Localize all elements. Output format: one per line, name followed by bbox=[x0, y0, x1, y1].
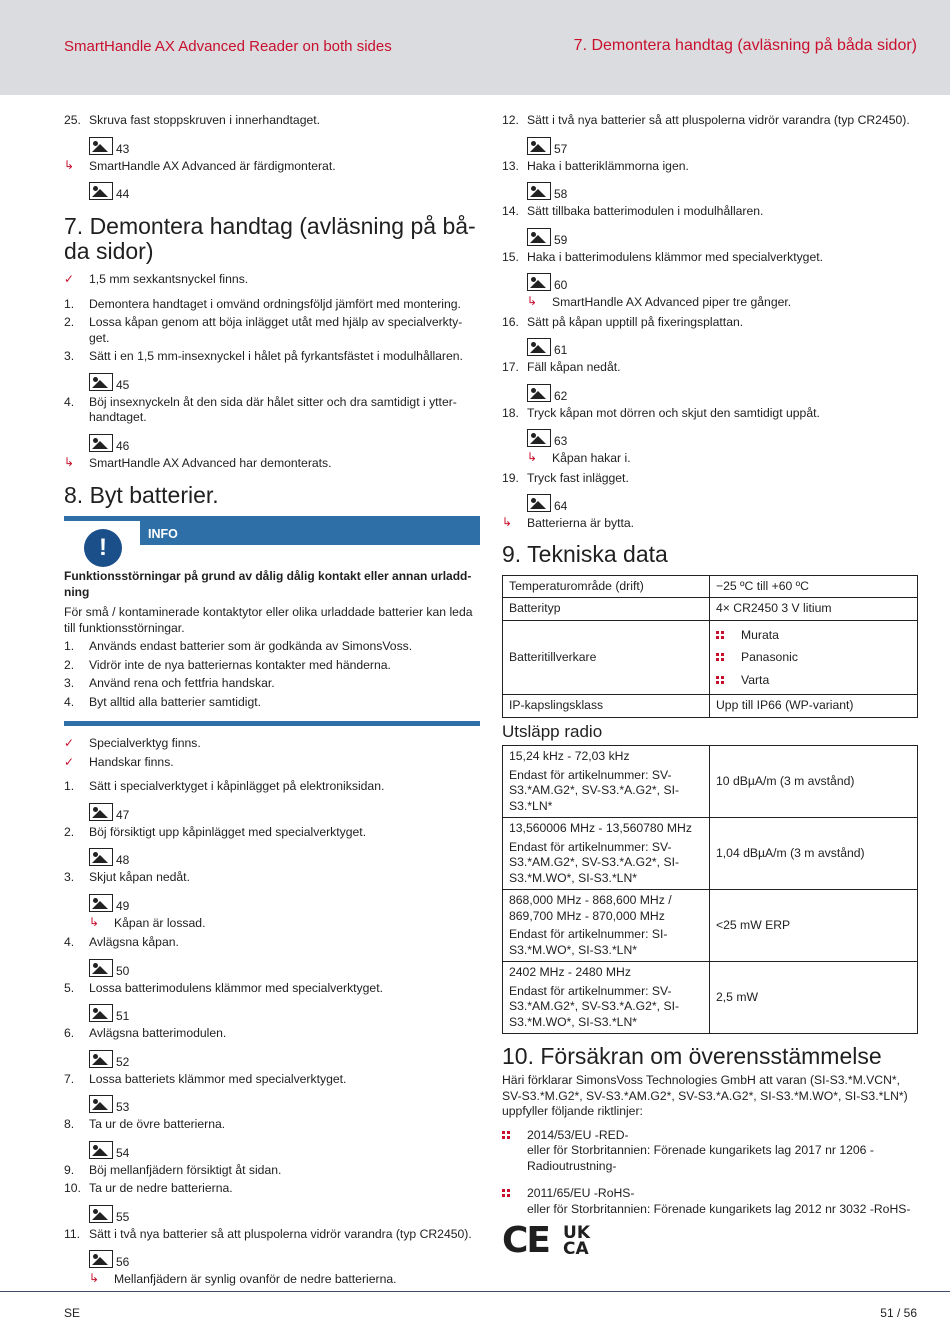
list-item-text: Panasonic bbox=[741, 650, 798, 664]
table-row bbox=[503, 620, 918, 695]
table-cell: 4× CR2450 3 V litium bbox=[710, 598, 918, 621]
prerequisite bbox=[64, 272, 480, 288]
directive-uk: eller för Storbritannien: Förenade kungarikets lag 2012 nr 3032 -RoHS- bbox=[527, 1201, 911, 1216]
image-icon bbox=[527, 137, 551, 155]
result-demount bbox=[64, 456, 480, 472]
step-text: Sätt i en 1,5 mm-insexnyckel i hålet på fyrkantsfästet i modulhållaren. bbox=[89, 349, 463, 363]
table-row bbox=[503, 746, 918, 818]
item-text: Byt alltid alla batterier samtidigt. bbox=[89, 694, 262, 709]
step-b2 bbox=[64, 825, 480, 841]
step-number: 9. bbox=[64, 1162, 75, 1177]
step-b12 bbox=[502, 113, 918, 129]
step-number: 5. bbox=[64, 980, 75, 995]
figure-ref bbox=[89, 801, 480, 821]
ce-mark-icon: CE bbox=[502, 1220, 550, 1261]
figure-number: 56 bbox=[116, 1255, 130, 1269]
result-text: Batterierna är bytta. bbox=[527, 516, 635, 530]
check-icon: ✓ bbox=[64, 754, 75, 769]
step-25 bbox=[64, 113, 480, 129]
declaration-text: Häri förklarar SimonsVoss Technologies GmbH att varan (SI-S3.*M.VCN*, SV-S3.*M.G2*, SV-S3.*AM.G2*, SV-S3.*A.G2*, SI-S3.*M.WO*, SI-S3.*LN*) uppfyller följande riktlinjer: bbox=[502, 1073, 908, 1118]
figure-number: 54 bbox=[116, 1145, 130, 1160]
step-b7 bbox=[64, 1072, 480, 1088]
article-note: Endast för artikelnummer: SV-S3.*AM.G2*, SV-S3.*A.G2*, SI-S3.*LN* bbox=[509, 767, 680, 813]
figure-number: 49 bbox=[116, 898, 130, 913]
step-number: 19. bbox=[502, 470, 519, 485]
ukca-bottom: CA bbox=[563, 1239, 589, 1259]
step-b13 bbox=[502, 159, 918, 175]
table-row bbox=[503, 962, 918, 1034]
article-note: Endast för artikelnummer: SV-S3.*AM.G2*, SV-S3.*A.G2*, SI-S3.*M.WO*, SI-S3.*LN* bbox=[509, 839, 680, 885]
info-title: Funktionsstörningar på grund av dålig dålig kontakt eller annan urladd-ning bbox=[64, 569, 472, 599]
figure-ref bbox=[527, 427, 918, 447]
step-b17 bbox=[502, 360, 918, 376]
step-b10 bbox=[64, 1181, 480, 1197]
image-icon bbox=[89, 182, 113, 200]
result-arrow-icon: ↳ bbox=[527, 294, 538, 308]
figure-number: 47 bbox=[116, 807, 130, 822]
result-text: Kåpan är lossad. bbox=[114, 915, 206, 930]
info-label: INFO bbox=[140, 521, 480, 545]
image-icon bbox=[89, 1205, 113, 1223]
figure-number: 50 bbox=[116, 963, 130, 978]
step-number: 1. bbox=[64, 296, 75, 311]
step-text: Lossa batterimodulens klämmor med specialverktyget. bbox=[89, 980, 383, 995]
table-cell bbox=[503, 962, 710, 1034]
image-icon bbox=[89, 1141, 113, 1159]
image-icon bbox=[527, 494, 551, 512]
prerequisite-text: Specialverktyg finns. bbox=[89, 736, 201, 750]
step-b1 bbox=[64, 779, 480, 795]
step-number: 16. bbox=[502, 314, 519, 329]
bullet-icon bbox=[502, 1131, 510, 1139]
list-item bbox=[716, 628, 911, 644]
step-b9 bbox=[64, 1163, 480, 1179]
step-number: 3. bbox=[64, 870, 75, 884]
step-number: 4. bbox=[64, 935, 75, 949]
figure-ref bbox=[89, 371, 480, 391]
figure-number: 48 bbox=[116, 853, 130, 867]
image-icon bbox=[89, 1050, 113, 1068]
figure-ref bbox=[89, 892, 480, 912]
step-number: 4. bbox=[64, 394, 75, 409]
step-b15 bbox=[502, 250, 918, 266]
figure-number: 55 bbox=[116, 1209, 130, 1224]
figure-ref bbox=[89, 957, 480, 977]
directive-code: 2011/65/EU -RoHS- bbox=[527, 1186, 635, 1200]
step-number: 18. bbox=[502, 405, 519, 420]
step-number: 17. bbox=[502, 360, 519, 374]
subheading-emissions: Utsläpp radio bbox=[502, 721, 603, 741]
frequency: 868,000 MHz - 868,600 MHz / 869,700 MHz - 870,000 MHz bbox=[509, 893, 672, 923]
step-number: 15. bbox=[502, 249, 519, 264]
bullet-icon bbox=[502, 1189, 510, 1197]
step-number: 8. bbox=[64, 1117, 75, 1131]
step-number: 6. bbox=[64, 1026, 75, 1040]
step-text: Fäll kåpan nedåt. bbox=[527, 360, 621, 374]
result-arrow-icon: ↳ bbox=[64, 454, 75, 469]
table-row bbox=[503, 575, 918, 598]
item-text: Vidrör inte de nya batteriernas kontakter med händerna. bbox=[89, 657, 391, 672]
image-icon bbox=[527, 338, 551, 356]
result-b3 bbox=[89, 916, 480, 932]
exclamation-icon: ! bbox=[84, 529, 122, 567]
article-note: Endast för artikelnummer: SV-S3.*AM.G2*, SV-S3.*A.G2*, SI-S3.*M.WO*, SI-S3.*LN* bbox=[509, 983, 680, 1029]
step-d2 bbox=[64, 315, 480, 346]
step-number: 11. bbox=[64, 1226, 81, 1241]
step-b6 bbox=[64, 1026, 480, 1042]
figure-ref bbox=[89, 1002, 480, 1022]
step-number: 1. bbox=[64, 779, 75, 793]
figure-number: 53 bbox=[116, 1100, 130, 1114]
prerequisite-text: 1,5 mm sexkantsnyckel finns. bbox=[89, 272, 249, 286]
figure-number: 60 bbox=[554, 278, 568, 292]
ukca-top: UK bbox=[563, 1223, 590, 1243]
step-text: Lossa kåpan genom att böja inlägget utåt med hjälp av specialverkty-get. bbox=[89, 315, 463, 345]
result-arrow-icon: ↳ bbox=[502, 515, 513, 529]
step-text: Böj mellanfjädern försiktigt åt sidan. bbox=[89, 1162, 282, 1177]
result-b18 bbox=[527, 451, 918, 467]
step-b5 bbox=[64, 981, 480, 997]
footer-language: SE bbox=[64, 1306, 81, 1320]
step-b18 bbox=[502, 406, 918, 422]
image-icon bbox=[89, 1250, 113, 1268]
image-icon bbox=[527, 429, 551, 447]
table-cell: Temperaturområde (drift) bbox=[503, 575, 710, 598]
table-cell: 10 dBµA/m (3 m avstånd) bbox=[710, 746, 918, 818]
image-icon bbox=[89, 803, 113, 821]
image-icon bbox=[527, 384, 551, 402]
step-text: Ta ur de övre batterierna. bbox=[89, 1117, 226, 1131]
list-item bbox=[716, 673, 911, 689]
step-text: Tryck fast inlägget. bbox=[527, 470, 629, 485]
article-note: Endast för artikelnummer: SI-S3.*M.WO*, SI-S3.*LN* bbox=[509, 927, 668, 957]
section-heading-8: 8. Byt batterier. bbox=[64, 482, 219, 508]
directive-code: 2014/53/EU -RED- bbox=[527, 1127, 629, 1142]
figure-ref bbox=[89, 846, 480, 866]
bullet-icon bbox=[716, 676, 724, 684]
info-item bbox=[64, 639, 480, 655]
footer-divider bbox=[0, 1291, 950, 1292]
info-item bbox=[64, 695, 480, 711]
step-number: 7. bbox=[64, 1071, 75, 1086]
step-d3 bbox=[64, 349, 480, 365]
table-cell bbox=[710, 620, 918, 695]
section-heading-9: 9. Tekniska data bbox=[502, 540, 668, 567]
result-arrow-icon: ↳ bbox=[527, 450, 538, 464]
table-cell: <25 mW ERP bbox=[710, 890, 918, 962]
directive-item bbox=[502, 1186, 918, 1217]
table-row bbox=[503, 818, 918, 890]
step-text: Haka i batteriklämmorna igen. bbox=[527, 158, 689, 173]
step-text: Sätt i två nya batterier så att pluspolerna vidrör varandra (typ CR2450). bbox=[527, 113, 910, 127]
table-row bbox=[503, 695, 918, 718]
table-row bbox=[503, 598, 918, 621]
item-text: Används endast batterier som är godkända av SimonsVoss. bbox=[89, 639, 413, 653]
table-cell: Upp till IP66 (WP-variant) bbox=[710, 695, 918, 718]
image-icon bbox=[89, 1004, 113, 1022]
figure-ref bbox=[527, 180, 918, 200]
result-batteries bbox=[502, 516, 918, 532]
figure-ref bbox=[89, 1048, 480, 1068]
step-number: 12. bbox=[502, 113, 519, 127]
header-chapter-title: 7. Demontera handtag (avläsning på båda sidor) bbox=[573, 37, 917, 54]
info-body: För små / kontaminerade kontaktytor eller olika urladdade batterier kan leda till funktionsstörningar. bbox=[64, 605, 473, 635]
figure-number: 57 bbox=[554, 141, 568, 156]
step-b19 bbox=[502, 471, 918, 487]
figure-number: 52 bbox=[116, 1054, 130, 1069]
step-text: Sätt i specialverktyget i kåpinlägget på elektroniksidan. bbox=[89, 779, 385, 793]
step-text: Skruva fast stoppskruven i innerhandtaget. bbox=[89, 113, 321, 127]
header-product-title: SmartHandle AX Advanced Reader on both sides bbox=[64, 38, 392, 55]
image-icon bbox=[89, 894, 113, 912]
image-icon bbox=[89, 848, 113, 866]
check-icon: ✓ bbox=[64, 272, 75, 286]
table-cell: Batterityp bbox=[503, 598, 710, 621]
item-number: 3. bbox=[64, 676, 75, 690]
frequency: 15,24 kHz - 72,03 kHz bbox=[509, 749, 630, 763]
ukca-mark-icon bbox=[563, 1225, 590, 1257]
figure-number: 62 bbox=[554, 388, 568, 403]
figure-number: 59 bbox=[554, 232, 568, 247]
result-b11 bbox=[89, 1272, 480, 1288]
step-number: 14. bbox=[502, 204, 519, 218]
conformity-marks bbox=[502, 1220, 918, 1261]
figure-number: 45 bbox=[116, 377, 130, 392]
figure-ref bbox=[89, 1139, 480, 1159]
result-25 bbox=[64, 159, 480, 175]
step-b14 bbox=[502, 204, 918, 220]
image-icon bbox=[89, 137, 113, 155]
step-number: 3. bbox=[64, 349, 75, 363]
item-text: Använd rena och fettfria handskar. bbox=[89, 676, 275, 690]
figure-number: 63 bbox=[554, 434, 568, 448]
image-icon bbox=[527, 182, 551, 200]
image-icon bbox=[527, 228, 551, 246]
item-number: 2. bbox=[64, 657, 75, 672]
table-cell bbox=[503, 818, 710, 890]
image-icon bbox=[89, 373, 113, 391]
frequency: 2402 MHz - 2480 MHz bbox=[509, 965, 631, 979]
step-text: Demontera handtaget i omvänd ordningsföljd jämfört med montering. bbox=[89, 296, 461, 311]
figure-ref bbox=[527, 382, 918, 402]
table-cell bbox=[503, 746, 710, 818]
step-number: 13. bbox=[502, 158, 519, 173]
directive-uk: eller för Storbritannien: Förenade kungarikets lag 2017 nr 1206 -Radioutrustning- bbox=[527, 1143, 874, 1173]
prerequisite bbox=[64, 736, 480, 752]
directive-item bbox=[502, 1128, 918, 1175]
figure-ref bbox=[89, 1203, 480, 1223]
table-cell bbox=[503, 890, 710, 962]
figure-number: 58 bbox=[554, 187, 568, 201]
info-box bbox=[64, 516, 480, 726]
step-b4 bbox=[64, 935, 480, 951]
step-text: Sätt tillbaka batterimodulen i modulhållaren. bbox=[527, 204, 764, 218]
result-arrow-icon: ↳ bbox=[89, 1271, 100, 1285]
figure-ref bbox=[527, 271, 918, 291]
figure-number: 51 bbox=[116, 1009, 130, 1023]
figure-number: 44 bbox=[116, 187, 130, 201]
prerequisite-text: Handskar finns. bbox=[89, 754, 174, 769]
step-text: Sätt i två nya batterier så att pluspolerna vidrör varandra (typ CR2450). bbox=[89, 1226, 472, 1241]
bullet-icon bbox=[716, 653, 724, 661]
page-number: 51 / 56 bbox=[880, 1306, 917, 1320]
figure-number: 64 bbox=[554, 499, 568, 513]
step-number: 10. bbox=[64, 1181, 81, 1195]
section-heading-7: 7. Demontera handtag (avläsning på bå- da sidor) bbox=[64, 213, 476, 264]
image-icon bbox=[89, 959, 113, 977]
step-text: Sätt på kåpan upptill på fixeringsplattan. bbox=[527, 314, 744, 329]
result-text: Kåpan hakar i. bbox=[552, 451, 631, 465]
emissions-table bbox=[502, 745, 918, 1034]
result-text: SmartHandle AX Advanced piper tre gånger. bbox=[552, 295, 792, 309]
figure-ref bbox=[89, 135, 480, 155]
step-text: Tryck kåpan mot dörren och skjut den samtidigt uppåt. bbox=[527, 405, 820, 420]
result-text: SmartHandle AX Advanced är färdigmonterat. bbox=[89, 158, 336, 173]
step-text: Ta ur de nedre batterierna. bbox=[89, 1181, 233, 1195]
left-column bbox=[64, 113, 480, 1292]
image-icon bbox=[89, 434, 113, 452]
bullet-icon bbox=[716, 631, 724, 639]
table-cell: 1,04 dBµA/m (3 m avstånd) bbox=[710, 818, 918, 890]
step-b3 bbox=[64, 870, 480, 886]
result-arrow-icon: ↳ bbox=[64, 157, 75, 172]
section-heading-10: 10. Försäkran om överensstämmelse bbox=[502, 1043, 882, 1069]
info-item bbox=[64, 658, 480, 674]
figure-number: 46 bbox=[116, 438, 130, 453]
item-number: 4. bbox=[64, 694, 75, 709]
list-item bbox=[716, 650, 911, 666]
right-column bbox=[502, 113, 918, 1259]
step-text: Böj försiktigt upp kåpinlägget med specialverktyget. bbox=[89, 824, 367, 839]
figure-ref bbox=[89, 1248, 480, 1268]
figure-ref bbox=[527, 492, 918, 512]
figure-number: 61 bbox=[554, 343, 568, 357]
step-b16 bbox=[502, 315, 918, 331]
result-b15 bbox=[527, 295, 918, 311]
table-cell: Batteritillverkare bbox=[503, 620, 710, 695]
step-number: 25. bbox=[64, 113, 81, 127]
info-item bbox=[64, 676, 480, 692]
figure-ref bbox=[89, 1093, 480, 1113]
prerequisite bbox=[64, 755, 480, 771]
figure-ref bbox=[527, 226, 918, 246]
image-icon bbox=[89, 1095, 113, 1113]
image-icon bbox=[527, 273, 551, 291]
figure-number: 43 bbox=[116, 141, 130, 156]
figure-ref bbox=[89, 180, 480, 200]
table-cell: IP-kapslingsklass bbox=[503, 695, 710, 718]
step-b11 bbox=[64, 1227, 480, 1243]
step-text: Avlägsna batterimodulen. bbox=[89, 1026, 227, 1040]
step-d1 bbox=[64, 297, 480, 313]
result-text: Mellanfjädern är synlig ovanför de nedre batterierna. bbox=[114, 1272, 397, 1286]
table-cell: 2,5 mW bbox=[710, 962, 918, 1034]
figure-ref bbox=[527, 336, 918, 356]
step-text: Lossa batteriets klämmor med specialverktyget. bbox=[89, 1071, 347, 1086]
tech-data-table bbox=[502, 575, 918, 718]
frequency: 13,560006 MHz - 13,560780 MHz bbox=[509, 821, 692, 835]
list-item-text: Varta bbox=[741, 672, 770, 687]
step-text: Avlägsna kåpan. bbox=[89, 935, 179, 949]
step-number: 2. bbox=[64, 824, 75, 839]
table-row bbox=[503, 890, 918, 962]
result-arrow-icon: ↳ bbox=[89, 914, 100, 929]
page-header bbox=[0, 0, 950, 95]
figure-ref bbox=[527, 135, 918, 155]
step-text: Skjut kåpan nedåt. bbox=[89, 870, 190, 884]
list-item-text: Murata bbox=[741, 627, 779, 642]
result-text: SmartHandle AX Advanced har demonterats. bbox=[89, 455, 332, 470]
step-d4 bbox=[64, 395, 480, 426]
item-number: 1. bbox=[64, 639, 75, 653]
table-cell: −25 ºC till +60 ºC bbox=[710, 575, 918, 598]
step-text: Böj insexnyckeln åt den sida där hålet sitter och dra samtidigt i ytter-handtaget. bbox=[89, 394, 457, 424]
step-text: Haka i batterimodulens klämmor med specialverktyget. bbox=[527, 249, 824, 264]
figure-ref bbox=[89, 432, 480, 452]
step-number: 2. bbox=[64, 315, 75, 329]
check-icon: ✓ bbox=[64, 736, 75, 750]
step-b8 bbox=[64, 1117, 480, 1133]
info-bar bbox=[64, 521, 480, 591]
